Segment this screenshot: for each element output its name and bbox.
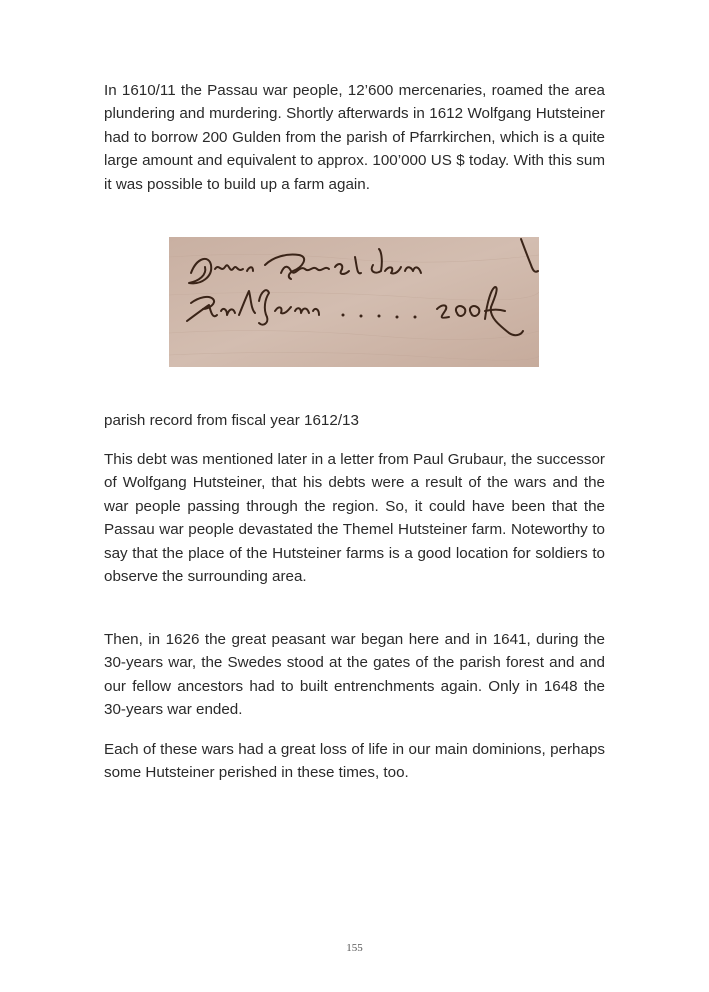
handwritten-record [169,237,539,367]
paragraph-passau-war: In 1610/11 the Passau war people, 12’600 mercenaries, roamed the area plundering and murdering. Shortly afterwards in 1612 Wolfgang Hutsteiner had to borrow 200 Gulden from the parish of Pfarrkirchen, which is a quite large amount and equivalent to approx. 100’000 US $ today. With this sum it was possible to build up a farm again. [104,82,605,193]
figure-caption: parish record from fiscal year 1612/13 [104,412,359,429]
parish-record-image [169,237,539,367]
paragraph-peasant-war: Then, in 1626 the great peasant war began here and in 1641, during the 30-years war, the Swedes stood at the gates of the parish forest and and our fellow ancestors had to built entrenchments again. Only in 1648 the 30-years war ended. [104,631,605,719]
paragraph-grubaur-letter: This debt was mentioned later in a letter from Paul Grubaur, the successor of Wolfgang Hutsteiner, that his debts were a result of the wars and the war people passing through the region. So, it could have been that the Passau war people devastated the Themel Hutsteiner farm. Noteworthy to say that the place of the Hutsteiner farms is a good location for soldiers to observe the surrounding area. [104,451,605,586]
page-number: 155 [346,942,363,954]
paragraph-loss-of-life: Each of these wars had a great loss of life in our main dominions, perhaps some Hutsteiner perished in these times, too. [104,741,605,782]
